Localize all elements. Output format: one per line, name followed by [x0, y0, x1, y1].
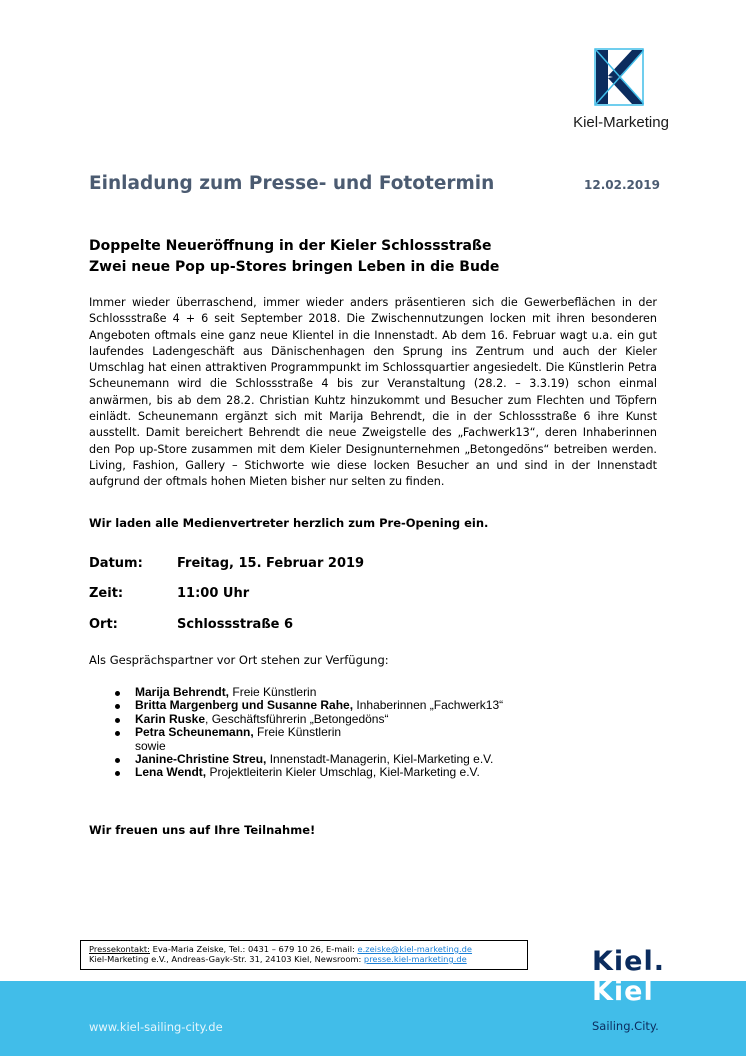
document-date: 12.02.2019	[584, 178, 660, 192]
press-contact-box	[80, 940, 528, 970]
bullet-icon	[115, 718, 120, 723]
partner-role: , Geschäftsführerin „Betongedöns“	[205, 711, 389, 726]
logo-wordmark: Kiel-Marketing	[573, 114, 669, 131]
detail-label: Ort:	[89, 617, 118, 632]
bullet-icon	[115, 771, 120, 776]
list-item	[115, 726, 503, 739]
partner-role: Projektleiterin Kieler Umschlag, Kiel-Marketing e.V.	[206, 765, 480, 780]
body-paragraph: Immer wieder überraschend, immer wieder anders präsentieren sich die Gewerbeflächen in der Schlossstraße 4 + 6 seit September 2018. Die Zwischennutzungen locken mit ihren besonderen Angeboten oftmals eine ganz neue Klientel in die Innenstadt. Ab dem 16. Februar wagt u.a. ein gut laufendes Ladengeschäft aus Dänischenhagen den Sprung ins Zentrum und auch der Kieler Umschlag hat einen attraktiven Programmpunkt im Schlossquartier angesiedelt. Die Künstlerin Petra Scheunemann wird die Schlossstraße 4 bis zur Veranstaltung (28.2. – 3.3.19) schon einmal anwärmen, bis ab dem 28.2. Christian Kuhtz hinzukommt und Besucher zum Flechten und Töpfern einlädt. Scheunemann ergänzt sich mit Marija Behrendt, die in der Schlossstraße 6 ihre Kunst ausstellt. Damit bereichert Behrendt die neue Zweigstelle des „Fachwerk13“, deren Inhaberinnen den Pop up-Store zusammen mit dem Kieler Designunternehmen „Betongedöns“ betreiben werden. Living, Fashion, Gallery – Stichworte wie diese locken Besucher an und sind in der Innenstadt aufgrund der oftmals hohen Mieten bisher nur selten zu finden.	[89, 296, 657, 489]
list-item	[115, 766, 503, 779]
partner-list	[115, 686, 503, 780]
list-item	[115, 686, 503, 699]
newsroom-link[interactable]: presse.kiel-marketing.de	[363, 954, 467, 964]
sowie-text: sowie	[135, 738, 166, 753]
contact-line2: Kiel-Marketing e.V., Andreas-Gayk-Str. 31, 24103 Kiel, Newsroom:	[89, 954, 364, 964]
detail-value: 11:00 Uhr	[177, 586, 250, 601]
detail-location	[89, 617, 293, 632]
partner-name: Karin Ruske	[135, 711, 206, 726]
bullet-icon	[115, 731, 120, 736]
contact-email-link[interactable]: e.zeiske@kiel-marketing.de	[357, 944, 473, 954]
detail-label: Datum:	[89, 556, 143, 571]
partner-name: Janine-Christine Streu,	[135, 752, 267, 767]
subheading-2: Zwei neue Pop up-Stores bringen Leben in die Bude	[89, 259, 500, 275]
contact-label: Pressekontakt:	[89, 944, 150, 954]
kiel-logo-mirror: Kiel	[592, 976, 654, 1007]
partner-name: Britta Margenberg und Susanne Rahe,	[135, 698, 354, 713]
detail-date	[89, 556, 364, 571]
list-item	[115, 753, 503, 766]
detail-time	[89, 586, 249, 601]
partner-role: Freie Künstlerin	[229, 685, 317, 699]
list-item	[115, 713, 503, 726]
page-title: Einladung zum Presse- und Fototermin	[89, 173, 495, 194]
invitation-line: Wir laden alle Medienvertreter herzlich zum Pre-Opening ein.	[89, 516, 489, 530]
partner-role: Inhaberinnen „Fachwerk13“	[353, 698, 504, 713]
bullet-icon	[115, 758, 120, 763]
kiel-logo-word: Kiel.	[592, 946, 666, 977]
footer-url[interactable]: www.kiel-sailing-city.de	[89, 1020, 223, 1034]
partner-name: Lena Wendt,	[135, 765, 207, 780]
partner-name: Marija Behrendt,	[135, 685, 230, 699]
contact-line1: Eva-Maria Zeiske, Tel.: 0431 – 679 10 26, E-mail:	[149, 944, 358, 954]
subheading-1: Doppelte Neueröffnung in der Kieler Schlossstraße	[89, 238, 492, 254]
bullet-icon	[115, 691, 120, 696]
bullet-icon	[115, 704, 120, 709]
partner-name: Petra Scheunemann,	[135, 725, 254, 740]
partner-role: Innenstadt-Managerin, Kiel-Marketing e.V.	[266, 752, 494, 767]
detail-value: Schlossstraße 6	[177, 617, 294, 632]
sailing-city-tagline: Sailing.City.	[592, 1019, 659, 1033]
detail-value: Freitag, 15. Februar 2019	[177, 556, 365, 571]
kiel-marketing-logo-icon	[594, 48, 644, 106]
list-item	[115, 699, 503, 712]
closing-line: Wir freuen uns auf Ihre Teilnahme!	[89, 823, 316, 837]
partners-intro: Als Gesprächspartner vor Ort stehen zur Verfügung:	[89, 653, 389, 667]
detail-label: Zeit:	[89, 586, 124, 601]
partner-role: Freie Künstlerin	[253, 725, 342, 740]
